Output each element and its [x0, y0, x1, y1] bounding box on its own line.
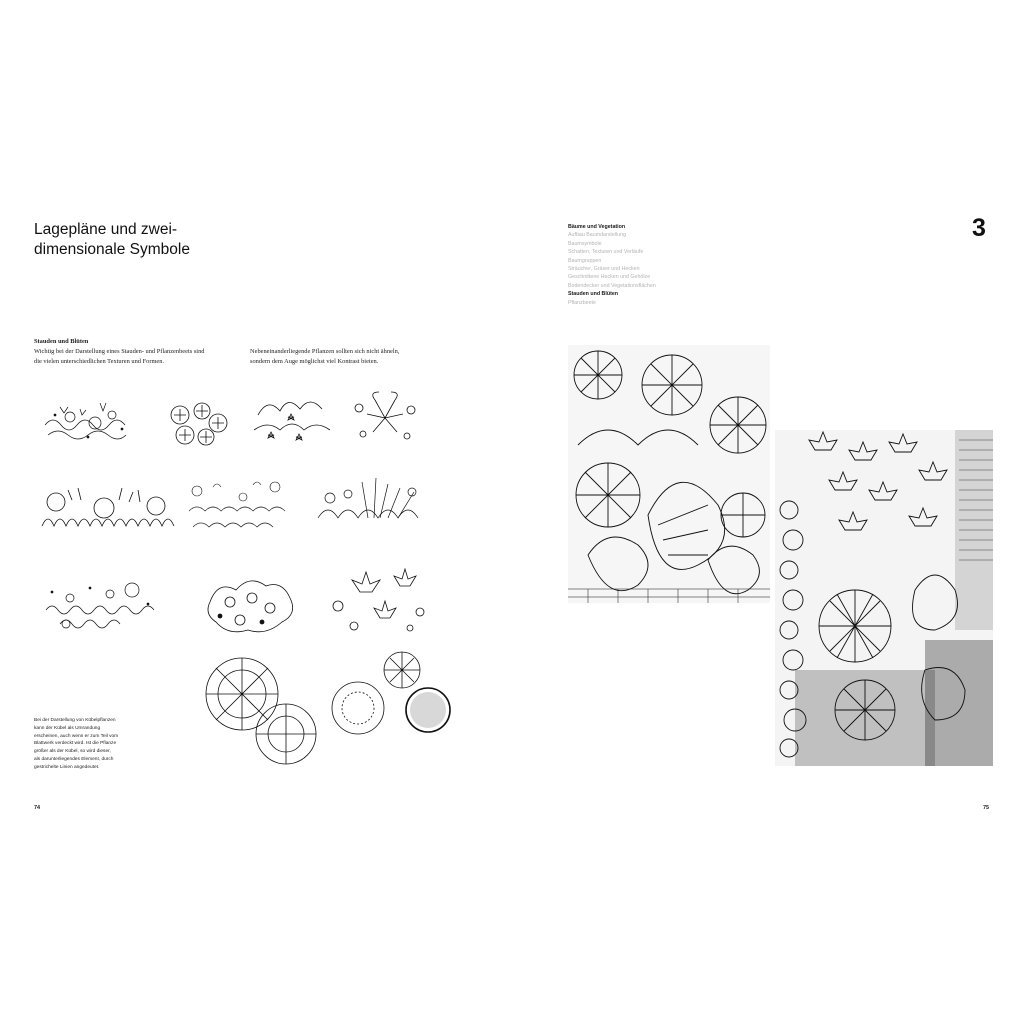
toc-item[interactable]: Sträucher, Gräser und Hecken — [568, 266, 640, 273]
caption-line-5: größer als der Kübel, so wird dieser, — [34, 749, 111, 755]
perennial-sketch-10 — [320, 562, 440, 640]
toc-item[interactable]: Geschnittene Hecken und Gehölze — [568, 274, 651, 281]
page-title — [34, 220, 294, 260]
chapter-number: 3 — [972, 214, 986, 242]
col1-line-1: Wichtig bei der Darstellung eines Stauden- und Pflanzenbeets sind — [34, 348, 205, 355]
toc-item[interactable]: Schatten, Texturen und Verläufe — [568, 249, 644, 256]
page-number-right: 75 — [983, 805, 990, 811]
toc-item[interactable]: Bäume und Vegetation — [568, 224, 626, 230]
title-line-2: dimensionale Symbole — [34, 241, 190, 258]
chapter-contents-list — [568, 223, 768, 307]
toc-item[interactable]: Pflanzbeete — [568, 299, 596, 306]
toc-item[interactable]: Aufbau Baumdarstellung — [568, 232, 627, 239]
section-heading: Stauden und Blüten — [34, 338, 89, 345]
page-number-left: 74 — [34, 805, 41, 811]
toc-item[interactable]: Baumgruppen — [568, 257, 602, 264]
text-column-2 — [250, 347, 450, 367]
caption-line-6: als darunterliegendes Element, durch — [34, 756, 114, 762]
perennial-sketch-9 — [200, 572, 298, 640]
col1-line-2: die vielen unterschiedlichen Texturen und Formen. — [34, 358, 165, 365]
text-column-1 — [34, 337, 244, 367]
perennial-sketch-5 — [38, 478, 178, 548]
perennial-sketch-4 — [345, 388, 425, 450]
container-tree-sketch-1 — [200, 652, 325, 770]
perennial-sketch-7 — [308, 472, 428, 544]
perennial-sketch-6 — [183, 475, 298, 545]
container-plants-caption — [34, 717, 144, 772]
planting-bed-illustration-1 — [568, 345, 770, 603]
perennial-sketch-8 — [40, 580, 160, 635]
toc-item[interactable]: Baumsymbole — [568, 240, 602, 247]
col2-line-2: sondern dem Auge möglichst viel Kontrast bieten. — [250, 358, 379, 365]
caption-line-3: erscheinen, auch wenn er zum Teil vom — [34, 733, 119, 739]
col2-line-1: Nebeneinanderliegende Pflanzen sollten sich nicht ähneln, — [250, 348, 400, 355]
perennial-sketch-1 — [40, 395, 132, 447]
caption-line-7: gestrichelte Linien angedeutet. — [34, 764, 100, 770]
perennial-sketch-2 — [160, 395, 235, 455]
container-tree-sketch-2 — [326, 648, 456, 743]
caption-line-1: Bei der Darstellung von Kübelpflanzen — [34, 718, 116, 723]
caption-line-2: kann der Kübel als Umrandung — [34, 725, 101, 731]
toc-item[interactable]: Bodendecker und Vegetationsflächen — [568, 282, 656, 289]
perennial-sketch-3 — [248, 390, 336, 448]
planting-bed-illustration-2 — [775, 430, 993, 766]
caption-line-4: Blattwerk verdeckt wird. Ist die Pflanze — [34, 741, 117, 747]
title-line-1: Lagepläne und zwei- — [34, 221, 178, 238]
toc-item[interactable]: Stauden und Blüten — [568, 291, 619, 298]
